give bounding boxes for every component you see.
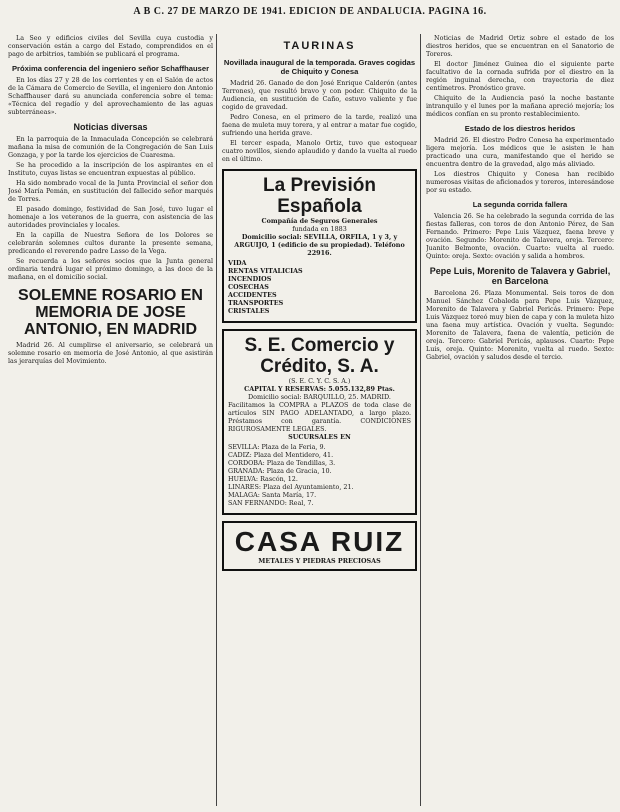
article-paragraph: El pasado domingo, festividad de San José, tuvo lugar el homenaje a los veteranos de la guerra, con asistencia de las autoridades provinciales y locales. — [8, 205, 213, 229]
column-left — [8, 34, 213, 808]
column-rule-1 — [216, 34, 217, 806]
ad-address: Domicilio social: SEVILLA, ORFILA, 1 y 3, y ARGUIJO, 1 (edificio de su propiedad). Teléfono 22916. — [234, 233, 405, 257]
article-paragraph: Ha sido nombrado vocal de la Junta Provincial el señor don José María Pemán, en sustitución del fallecido señor marqués de Torres. — [8, 179, 213, 203]
ad-subtitle: (S. E. C. Y. C. S. A.) — [288, 377, 351, 385]
ad-branch: SEVILLA: Plaza de la Feria, 9. — [228, 443, 326, 451]
article-heading: Noticias diversas — [73, 122, 148, 132]
article-paragraph: Se ha procedido a la inscripción de los aspirantes en el Instituto, cuyas listas se encuentran expuestas al público. — [8, 161, 213, 177]
ad-address: Domicilio social: BARQUILLO, 25. MADRID. — [248, 393, 391, 401]
ad-line: ACCIDENTES — [228, 291, 277, 299]
article-paragraph: El tercer espada, Manolo Ortiz, tuvo que estoquear cuatro novillos, siendo aplaudido y dando la vuelta al ruedo en el último. — [222, 139, 417, 163]
section-heading: TAURINAS — [283, 40, 356, 52]
ad-founded: fundada en 1883 — [292, 225, 347, 233]
ad-line: COSECHAS — [228, 283, 269, 291]
article-headline: SOLEMNE ROSARIO EN MEMORIA DE JOSE ANTONIO, EN MADRID — [18, 287, 203, 338]
article-paragraph: La Seo y edificios civiles del Sevilla cuya custodia y conservación están a cargo del Estado, comprendidos en el pago de arbitrios, también se publicará el programa. — [8, 34, 213, 58]
ad-lines — [228, 259, 411, 315]
article-paragraph: Madrid 26. El diestro Pedro Conesa ha experimentado ligera mejoría. Los médicos que le asisten le han practicado una cura, manifestando que el herido se encuentra dentro de la gravedad, algo más aliviado. — [426, 136, 614, 168]
ad-branch: CORDOBA: Plaza de Tendillas, 3. — [228, 459, 336, 467]
article-paragraph: Chiquito de la Audiencia pasó la noche bastante intranquilo y el lunes por la mañana apreció mejoría; los médicos confían en su pronto restablecimiento. — [426, 94, 614, 118]
ad-title: S. E. Comercio y Crédito, S. A. — [244, 335, 395, 377]
advertisement-comercio-credito — [222, 329, 417, 515]
ad-line: CRISTALES — [228, 307, 270, 315]
ad-branch: GRANADA: Plaza de Gracia, 10. — [228, 467, 332, 475]
article-heading: Estado de los diestros heridos — [464, 124, 576, 133]
article-paragraph: En la capilla de Nuestra Señora de los Dolores se celebrarán solemnes cultos durante la presente semana, predicando el reverendo padre Lasso de la Vega. — [8, 231, 213, 255]
ad-line: VIDA — [228, 259, 247, 267]
column-right — [426, 34, 614, 808]
ad-capital: CAPITAL Y RESERVAS: 5.055.132,89 Ptas. — [244, 385, 395, 393]
ad-branch: SAN FERNANDO: Real, 7. — [228, 499, 314, 507]
article-heading: Pepe Luis, Morenito de Talavera y Gabriel, en Barcelona — [429, 266, 611, 286]
article-paragraph: En los días 27 y 28 de los corrientes y en el Salón de actos de la Cámara de Comercio de Sevilla, el ingeniero don Antonio Schaffhauser dará su anunciada conferencia sobre el tema: «Técnica del regadío y del aprovechamiento de las aguas subterráneas». — [8, 76, 213, 116]
article-heading: La segunda corrida fallera — [472, 200, 568, 209]
article-paragraph: Noticias de Madrid Ortiz sobre el estado de los diestros heridos, que se encuentran en el Sanatorio de Toreros. — [426, 34, 614, 58]
advertisement-prevision — [222, 169, 417, 323]
article-heading: Próxima conferencia del ingeniero señor Schaffhauser — [11, 64, 210, 73]
article-paragraph: En la parroquia de la Inmaculada Concepción se celebrará mañana la misa de comunión de la Congregación de San Luis Gonzaga, y por la tarde los ejercicios de Cuaresma. — [8, 135, 213, 159]
ad-line: RENTAS VITALICIAS — [228, 267, 303, 275]
ad-subtitle: METALES Y PIEDRAS PRECIOSAS — [258, 557, 381, 565]
article-paragraph: Valencia 26. Se ha celebrado la segunda corrida de las fiestas falleras, con toros de don Antonio Pérez, de San Fernando. Primero: Pepe Luis Vázquez, faena breve y ovación. Segundo: Morenito de Talavera, oreja. Tercero: Juanito Belmonte, ovación. Cuarto: vuelta al ruedo. Quinto: oreja. Sexto: ovación y salida a hombros. — [426, 212, 614, 260]
article-paragraph: Pedro Conesa, en el primero de la tarde, realizó una faena de muleta muy torera, y al entrar a matar fue cogido, sufriendo una herida grave. — [222, 113, 417, 137]
ad-branch: LINARES: Plaza del Ayuntamiento, 21. — [228, 483, 354, 491]
ad-branches-title: SUCURSALES EN — [288, 433, 351, 441]
article-paragraph: Los diestros Chiquito y Conesa han recibido numerosas visitas de aficionados y toreros, interesándose por su estado. — [426, 170, 614, 194]
article-paragraph: Madrid 26. Al cumplirse el aniversario, se celebrará un solemne rosario en memoria de José Antonio, al que asistirán las jerarquías del Movimiento. — [8, 341, 213, 365]
ad-title: La Previsión Española — [263, 175, 376, 217]
column-rule-2 — [420, 34, 421, 806]
column-center — [222, 34, 417, 808]
article-paragraph: Se recuerda a los señores socios que la Junta general ordinaria tendrá lugar el próximo domingo, a las doce de la mañana, en el domicilio social. — [8, 257, 213, 281]
ad-branch: CADIZ: Plaza del Mentidero, 41. — [228, 451, 334, 459]
ad-subtitle: Compañía de Seguros Generales — [261, 217, 378, 225]
ad-branches — [228, 443, 411, 507]
ad-line: TRANSPORTES — [228, 299, 284, 307]
ad-line: INCENDIOS — [228, 275, 272, 283]
article-paragraph: El doctor Jiménez Guinea dio el siguiente parte facultativo de la cornada sufrida por el diestro en la región inguinal derecha, con trayectoria de diez centímetros. Pronóstico grave. — [426, 60, 614, 92]
article-paragraph: Madrid 26. Ganado de don José Enrique Calderón (antes Terrones), que resultó bravo y con poder. Chiquito de la Audiencia, en sustitución de Caño, estuvo valiente y fue cogido de gravedad. — [222, 79, 417, 111]
ad-body: Facilitamos la COMPRA a PLAZOS de toda clase de artículos SIN PAGO ADELANTADO, a largo plazo. Préstamos con garantía. CONDICIONES RIGUROSAMENTE LEGALES. — [228, 401, 411, 433]
article-heading: Novillada inaugural de la temporada. Graves cogidas de Chiquito y Conesa — [223, 58, 416, 76]
ad-title: CASA RUIZ — [234, 526, 405, 557]
article-paragraph: Barcelona 26. Plaza Monumental. Seis toros de don Manuel Sánchez Cobaleda para Pepe Luis Vázquez, Morenito de Talavera y Gabriel Pericás. Primero: Pepe Luis Vázquez toreó muy bien de capa y con la muleta hizo una faena muy artística. Ovación y vuelta. Segundo: Morenito de Talavera, faena de valentía, petición de oreja. Tercero: Gabriel Pericás, aplausos. Cuarto: Pepe Luis, oreja. Quinto: Morenito, vuelta al ruedo. Sexto: Gabriel, ovación y saludos desde el tercio. — [426, 289, 614, 361]
advertisement-casa-ruiz — [222, 521, 417, 571]
ad-branch: HUELVA: Rascón, 12. — [228, 475, 298, 483]
page-header: A B C. 27 DE MARZO DE 1941. EDICION DE ANDALUCIA. PAGINA 16. — [133, 6, 487, 17]
ad-branch: MALAGA: Santa María, 17. — [228, 491, 317, 499]
